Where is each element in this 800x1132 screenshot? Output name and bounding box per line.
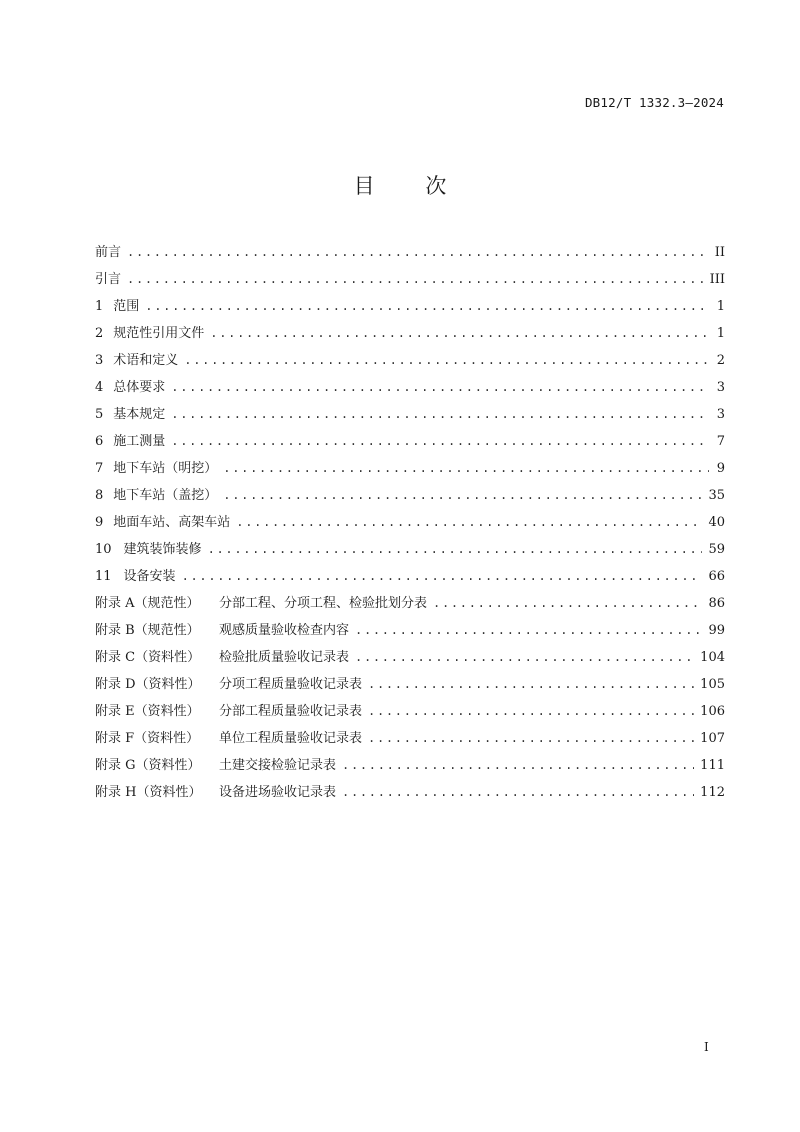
toc-leader-dots bbox=[368, 671, 694, 698]
toc-entry-label: 观感质量验收检查内容 bbox=[219, 623, 350, 638]
toc-entry-number: 5 bbox=[95, 407, 104, 422]
toc-entry-number: 10 bbox=[95, 542, 112, 557]
toc-leader-dots bbox=[184, 347, 709, 374]
toc-entry-page: 7 bbox=[716, 434, 725, 449]
toc-appendix-prefix: 附录 D（资料性） bbox=[95, 677, 201, 692]
toc-leader-dots bbox=[433, 590, 702, 617]
toc-entry-label: 范围 bbox=[113, 299, 140, 314]
toc-entry-appendix-h[interactable] bbox=[95, 779, 725, 806]
toc-entry-label: 设备安装 bbox=[123, 569, 176, 584]
toc-entry-page: 1 bbox=[716, 326, 725, 341]
toc-entry-number: 6 bbox=[95, 434, 104, 449]
toc-leader-dots bbox=[171, 401, 709, 428]
toc-entry-11[interactable] bbox=[95, 563, 725, 590]
toc-entry-4[interactable] bbox=[95, 374, 725, 401]
toc-entry-appendix-f[interactable] bbox=[95, 725, 725, 752]
toc-entry-appendix-g[interactable] bbox=[95, 752, 725, 779]
toc-entry-page: 86 bbox=[708, 596, 725, 611]
toc-entry-page: 3 bbox=[716, 407, 725, 422]
toc-entry-label: 规范性引用文件 bbox=[113, 326, 205, 341]
toc-leader-dots bbox=[127, 239, 709, 266]
toc-leader-dots bbox=[368, 725, 694, 752]
toc-entry-page: 3 bbox=[716, 380, 725, 395]
toc-entry-page: 107 bbox=[700, 731, 725, 746]
toc-entry-page: 104 bbox=[700, 650, 725, 665]
toc-entry-page: 59 bbox=[708, 542, 725, 557]
toc-entry-label: 检验批质量验收记录表 bbox=[219, 650, 350, 665]
toc-leader-dots bbox=[342, 779, 694, 806]
toc-entry-page: III bbox=[709, 272, 725, 287]
toc-entry-number: 8 bbox=[95, 488, 104, 503]
toc-entry-label: 前言 bbox=[95, 245, 122, 260]
toc-entry-page: 66 bbox=[708, 569, 725, 584]
toc-entry-7[interactable] bbox=[95, 455, 725, 482]
toc-entry-10[interactable] bbox=[95, 536, 725, 563]
toc-entry-number: 7 bbox=[95, 461, 104, 476]
toc-leader-dots bbox=[182, 563, 703, 590]
toc-entry-number: 1 bbox=[95, 299, 104, 314]
toc-appendix-prefix: 附录 G（资料性） bbox=[95, 758, 201, 773]
toc-entry-label: 分项工程质量验收记录表 bbox=[219, 677, 363, 692]
table-of-contents bbox=[95, 239, 725, 806]
toc-entry-appendix-c[interactable] bbox=[95, 644, 725, 671]
toc-entry-page: 9 bbox=[716, 461, 725, 476]
toc-entry-intro[interactable] bbox=[95, 266, 725, 293]
toc-entry-appendix-d[interactable] bbox=[95, 671, 725, 698]
toc-entry-number: 4 bbox=[95, 380, 104, 395]
toc-leader-dots bbox=[145, 293, 709, 320]
toc-leader-dots bbox=[223, 482, 702, 509]
toc-entry-page: 40 bbox=[708, 515, 725, 530]
toc-entry-number: 11 bbox=[95, 569, 112, 584]
toc-appendix-prefix: 附录 B（规范性） bbox=[95, 623, 200, 638]
document-code: DB12/T 1332.3—2024 bbox=[584, 95, 724, 110]
toc-entry-8[interactable] bbox=[95, 482, 725, 509]
toc-entry-number: 9 bbox=[95, 515, 104, 530]
toc-entry-page: 105 bbox=[700, 677, 725, 692]
toc-entry-label: 引言 bbox=[95, 272, 122, 287]
toc-entry-6[interactable] bbox=[95, 428, 725, 455]
toc-entry-label: 单位工程质量验收记录表 bbox=[219, 731, 363, 746]
toc-entry-page: 99 bbox=[708, 623, 725, 638]
toc-entry-label: 分部工程、分项工程、检验批划分表 bbox=[219, 596, 428, 611]
toc-entry-label: 建筑装饰装修 bbox=[123, 542, 202, 557]
toc-entry-1[interactable] bbox=[95, 293, 725, 320]
toc-entry-appendix-b[interactable] bbox=[95, 617, 725, 644]
toc-entry-page: 111 bbox=[700, 758, 725, 773]
toc-appendix-prefix: 附录 A（规范性） bbox=[95, 596, 200, 611]
toc-entry-3[interactable] bbox=[95, 347, 725, 374]
toc-appendix-prefix: 附录 F（资料性） bbox=[95, 731, 200, 746]
toc-entry-label: 总体要求 bbox=[113, 380, 166, 395]
toc-appendix-prefix: 附录 C（资料性） bbox=[95, 650, 201, 665]
toc-leader-dots bbox=[368, 698, 694, 725]
toc-appendix-prefix: 附录 H（资料性） bbox=[95, 785, 202, 800]
toc-entry-label: 地面车站、高架车站 bbox=[113, 515, 231, 530]
toc-entry-label: 地下车站（明挖） bbox=[113, 461, 218, 476]
toc-entry-page: 106 bbox=[700, 704, 725, 719]
toc-entry-5[interactable] bbox=[95, 401, 725, 428]
toc-entry-label: 分部工程质量验收记录表 bbox=[219, 704, 363, 719]
toc-leader-dots bbox=[355, 617, 702, 644]
toc-entry-9[interactable] bbox=[95, 509, 725, 536]
toc-entry-page: 35 bbox=[708, 488, 725, 503]
toc-entry-number: 3 bbox=[95, 353, 104, 368]
toc-entry-page: 2 bbox=[716, 353, 725, 368]
toc-entry-label: 地下车站（盖挖） bbox=[113, 488, 218, 503]
toc-leader-dots bbox=[171, 428, 709, 455]
toc-entry-appendix-e[interactable] bbox=[95, 698, 725, 725]
toc-leader-dots bbox=[342, 752, 694, 779]
toc-entry-number: 2 bbox=[95, 326, 104, 341]
toc-leader-dots bbox=[210, 320, 709, 347]
toc-entry-label: 术语和定义 bbox=[113, 353, 179, 368]
toc-leader-dots bbox=[171, 374, 709, 401]
toc-entry-label: 土建交接检验记录表 bbox=[219, 758, 337, 773]
toc-appendix-prefix: 附录 E（资料性） bbox=[95, 704, 200, 719]
toc-entry-page: 112 bbox=[700, 785, 725, 800]
toc-entry-label: 施工测量 bbox=[113, 434, 166, 449]
toc-leader-dots bbox=[208, 536, 703, 563]
page-number: I bbox=[704, 1040, 709, 1054]
toc-leader-dots bbox=[127, 266, 704, 293]
toc-leader-dots bbox=[355, 644, 694, 671]
toc-entry-page: II bbox=[714, 245, 725, 260]
toc-entry-2[interactable] bbox=[95, 320, 725, 347]
toc-leader-dots bbox=[223, 455, 709, 482]
toc-entry-appendix-a[interactable] bbox=[95, 590, 725, 617]
toc-entry-label: 基本规定 bbox=[113, 407, 166, 422]
page-title: 目 次 bbox=[353, 174, 469, 198]
toc-entry-label: 设备进场验收记录表 bbox=[219, 785, 337, 800]
toc-entry-page: 1 bbox=[716, 299, 725, 314]
toc-entry-preface[interactable] bbox=[95, 239, 725, 266]
toc-leader-dots bbox=[236, 509, 702, 536]
